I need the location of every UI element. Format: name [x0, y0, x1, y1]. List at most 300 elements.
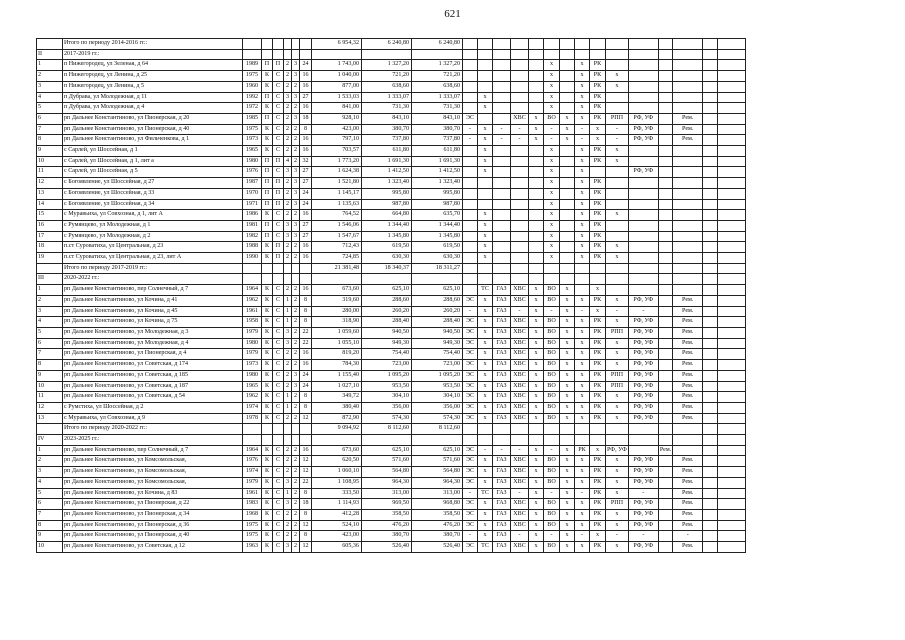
table-cell: 8 — [37, 520, 63, 531]
table-cell: х — [544, 146, 560, 157]
table-cell: 611,80 — [412, 146, 463, 157]
table-cell: ХВС — [511, 295, 529, 306]
table-cell — [718, 178, 746, 189]
table-cell: рп Дальнее Константиново, ул Кочина, д 41 — [63, 295, 243, 306]
table-cell — [658, 349, 672, 360]
table-cell — [478, 263, 493, 274]
table-cell: ВО — [544, 327, 560, 338]
table-cell — [703, 135, 718, 146]
table-cell — [560, 435, 575, 446]
table-cell — [463, 92, 478, 103]
table-cell: 5 — [37, 327, 63, 338]
table-cell — [703, 81, 718, 92]
table-cell: ТС — [478, 488, 493, 499]
table-cell: РК — [590, 327, 606, 338]
table-cell: РК — [590, 231, 606, 242]
table-cell: х — [529, 499, 544, 510]
table-cell: 3 — [292, 188, 300, 199]
table-cell: РК — [590, 146, 606, 157]
table-cell: 12 — [300, 467, 312, 478]
table-cell — [292, 435, 300, 446]
table-cell: РК — [590, 253, 606, 264]
table-cell — [273, 424, 284, 435]
table-cell: 2 — [284, 520, 292, 531]
table-row — [37, 499, 746, 510]
table-cell — [658, 402, 672, 413]
table-row — [37, 71, 746, 82]
table-row — [37, 370, 746, 381]
table-cell — [590, 274, 606, 285]
table-row — [37, 360, 746, 371]
table-cell: ВО — [544, 338, 560, 349]
table-cell: с Сарлей, ул Шоссейная, д 1, лит а — [63, 156, 243, 167]
table-cell: рп Дальнее Константиново, ул Советская, д 12 — [63, 542, 243, 553]
table-cell: РФ, УФ — [628, 167, 658, 178]
table-cell: 304,10 — [362, 392, 412, 403]
table-cell — [658, 167, 672, 178]
table-cell: 1 521,80 — [312, 178, 362, 189]
table-cell: 3 — [284, 167, 292, 178]
table-cell: ЭС — [463, 349, 478, 360]
table-cell — [658, 210, 672, 221]
table-cell — [718, 349, 746, 360]
table-cell: РК — [590, 295, 606, 306]
table-cell: 16 — [300, 253, 312, 264]
table-cell: 380,40 — [312, 402, 362, 413]
table-cell — [658, 49, 672, 60]
table-cell: 1975 — [243, 520, 262, 531]
table-cell — [658, 81, 672, 92]
table-cell: 1975 — [243, 71, 262, 82]
table-cell — [493, 242, 511, 253]
table-cell — [529, 424, 544, 435]
table-cell: К — [262, 327, 273, 338]
table-cell: К — [262, 445, 273, 456]
table-cell: РПП — [606, 499, 629, 510]
table-cell: ВО — [544, 113, 560, 124]
table-cell: 22 — [300, 477, 312, 488]
table-cell — [628, 210, 658, 221]
table-cell: 1958 — [243, 317, 262, 328]
table-cell: 333,50 — [312, 488, 362, 499]
table-cell — [493, 263, 511, 274]
table-cell: 288,60 — [362, 295, 412, 306]
table-cell: ГАЗ — [493, 360, 511, 371]
table-cell: Рем. — [673, 327, 703, 338]
table-cell: 7 — [37, 509, 63, 520]
table-cell: х — [560, 381, 575, 392]
table-cell: 27 — [300, 92, 312, 103]
table-cell — [606, 435, 629, 446]
table-cell: ЭС — [463, 370, 478, 381]
table-cell: Рем. — [673, 306, 703, 317]
table-cell — [718, 49, 746, 60]
table-cell — [292, 49, 300, 60]
table-cell: С — [273, 499, 284, 510]
table-cell — [262, 274, 273, 285]
table-cell: С — [273, 71, 284, 82]
table-cell — [658, 542, 672, 553]
table-cell — [493, 220, 511, 231]
table-cell: РФ, УФ — [628, 295, 658, 306]
table-cell — [560, 81, 575, 92]
subtotal-row — [37, 39, 746, 50]
table-cell: 2 — [292, 477, 300, 488]
table-cell: ХВС — [511, 285, 529, 296]
table-cell — [243, 49, 262, 60]
table-cell — [493, 231, 511, 242]
table-cell: РФ, УФ — [628, 124, 658, 135]
table-cell: х — [529, 349, 544, 360]
table-cell: - — [493, 135, 511, 146]
table-cell: - — [511, 124, 529, 135]
table-cell — [262, 435, 273, 446]
table-cell: К — [262, 317, 273, 328]
table-cell: х — [529, 295, 544, 306]
table-cell: 18 — [300, 499, 312, 510]
table-cell: ГАЗ — [493, 317, 511, 328]
table-cell — [529, 210, 544, 221]
table-cell: х — [606, 402, 629, 413]
table-cell — [673, 445, 703, 456]
table-cell: 2020-2022 гг.: — [63, 274, 243, 285]
table-cell: 969,50 — [362, 499, 412, 510]
table-cell: 1964 — [243, 285, 262, 296]
table-cell — [511, 188, 529, 199]
table-cell: К — [262, 135, 273, 146]
table-cell: 2017-2019 гг.: — [63, 49, 243, 60]
table-cell: х — [544, 178, 560, 189]
table-cell — [544, 274, 560, 285]
table-cell: 2 — [284, 124, 292, 135]
table-cell: п Дубрава, ул Молодежная, д 4 — [63, 103, 243, 114]
table-cell: х — [478, 220, 493, 231]
table-cell — [606, 103, 629, 114]
table-cell: х — [544, 156, 560, 167]
table-cell: К — [262, 413, 273, 424]
table-cell — [673, 424, 703, 435]
table-cell: С — [273, 360, 284, 371]
table-cell: 1 — [284, 488, 292, 499]
table-cell: 6 954,32 — [312, 39, 362, 50]
table-cell: РК — [590, 199, 606, 210]
table-cell: 423,00 — [312, 124, 362, 135]
table-cell — [718, 253, 746, 264]
table-cell: ЭС — [463, 392, 478, 403]
table-cell — [463, 253, 478, 264]
table-cell: - — [628, 531, 658, 542]
table-cell: х — [478, 124, 493, 135]
table-cell: 1 145,17 — [312, 188, 362, 199]
table-cell: 16 — [300, 103, 312, 114]
table-cell: П — [262, 167, 273, 178]
table-cell: Рем. — [673, 392, 703, 403]
table-cell: 319,60 — [312, 295, 362, 306]
table-cell: 260,20 — [362, 306, 412, 317]
table-cell: 1962 — [243, 392, 262, 403]
table-cell — [529, 231, 544, 242]
table-cell: РК — [590, 60, 606, 71]
table-cell — [658, 199, 672, 210]
table-row — [37, 542, 746, 553]
table-cell: 2 — [284, 210, 292, 221]
table-cell: 22 — [300, 338, 312, 349]
table-cell: 2 — [292, 488, 300, 499]
table-cell: 11 — [37, 392, 63, 403]
table-cell — [560, 199, 575, 210]
table-cell — [511, 156, 529, 167]
table-cell: РК — [590, 103, 606, 114]
table-row — [37, 220, 746, 231]
table-cell — [658, 477, 672, 488]
table-cell: 1 — [284, 402, 292, 413]
table-cell: 1985 — [243, 113, 262, 124]
table-cell — [606, 92, 629, 103]
table-cell: РК — [590, 402, 606, 413]
table-cell: х — [529, 509, 544, 520]
table-cell: К — [262, 306, 273, 317]
table-cell — [511, 220, 529, 231]
table-cell — [703, 253, 718, 264]
table-cell: Рем. — [673, 488, 703, 499]
table-cell: х — [575, 253, 590, 264]
table-row — [37, 381, 746, 392]
table-cell: 1965 — [243, 381, 262, 392]
table-cell: С — [273, 124, 284, 135]
table-cell — [511, 146, 529, 157]
table-cell: 2 — [284, 60, 292, 71]
table-cell: 2 — [284, 531, 292, 542]
table-cell: Рем. — [673, 413, 703, 424]
table-cell: 2 — [284, 146, 292, 157]
table-cell — [703, 242, 718, 253]
table-cell: 1981 — [243, 220, 262, 231]
table-cell: П — [262, 188, 273, 199]
table-cell: 625,10 — [412, 285, 463, 296]
table-row — [37, 242, 746, 253]
table-cell — [658, 92, 672, 103]
table-cell: 18 340,37 — [362, 263, 412, 274]
table-cell: Рем. — [673, 370, 703, 381]
table-cell — [493, 60, 511, 71]
table-cell — [718, 499, 746, 510]
table-cell — [703, 435, 718, 446]
table-cell: РК — [590, 178, 606, 189]
table-cell — [703, 146, 718, 157]
table-row — [37, 113, 746, 124]
table-cell — [703, 370, 718, 381]
table-cell — [529, 71, 544, 82]
table-cell: 625,10 — [362, 285, 412, 296]
table-cell: С — [273, 542, 284, 553]
table-cell: х — [478, 360, 493, 371]
table-cell: 2 — [37, 295, 63, 306]
table-cell — [628, 253, 658, 264]
table-cell — [703, 113, 718, 124]
table-cell: 3 — [284, 338, 292, 349]
table-cell — [606, 424, 629, 435]
table-cell: 423,00 — [312, 531, 362, 542]
table-cell — [284, 274, 292, 285]
table-cell: х — [560, 306, 575, 317]
table-cell: 703,57 — [312, 146, 362, 157]
table-cell: 9 — [37, 531, 63, 542]
table-cell: 8 112,60 — [362, 424, 412, 435]
table-cell: РФ, УФ — [628, 392, 658, 403]
table-cell — [463, 242, 478, 253]
table-cell — [590, 435, 606, 446]
table-cell — [658, 392, 672, 403]
table-cell: К — [262, 467, 273, 478]
table-cell — [560, 220, 575, 231]
table-cell: х — [478, 92, 493, 103]
table-cell: х — [606, 488, 629, 499]
table-cell — [560, 156, 575, 167]
table-cell: 2 — [292, 338, 300, 349]
table-cell: 1 691,30 — [412, 156, 463, 167]
subtotal-row — [37, 424, 746, 435]
table-cell: 2 — [292, 210, 300, 221]
table-cell — [718, 531, 746, 542]
table-cell — [658, 509, 672, 520]
table-cell: 3 — [292, 60, 300, 71]
table-cell — [658, 156, 672, 167]
table-cell: 1979 — [243, 327, 262, 338]
table-cell — [718, 92, 746, 103]
table-cell: х — [529, 306, 544, 317]
table-row — [37, 253, 746, 264]
table-cell — [673, 60, 703, 71]
table-cell: рп Дальнее Константиново, ул Пионерская, д 20 — [63, 113, 243, 124]
table-cell: 1980 — [243, 156, 262, 167]
table-cell — [493, 113, 511, 124]
table-cell: 318,90 — [312, 317, 362, 328]
table-cell: ВО — [544, 402, 560, 413]
table-cell — [658, 178, 672, 189]
table-cell — [703, 477, 718, 488]
table-cell: х — [590, 306, 606, 317]
table-cell: 2 — [292, 445, 300, 456]
table-cell — [560, 231, 575, 242]
table-cell: 1 — [284, 295, 292, 306]
table-cell — [718, 124, 746, 135]
table-cell: 940,50 — [412, 327, 463, 338]
table-cell: с Румянцево, ул Молодежная, д 2 — [63, 231, 243, 242]
table-cell: 1976 — [243, 167, 262, 178]
table-cell: 3 — [284, 92, 292, 103]
table-cell: 356,00 — [362, 402, 412, 413]
table-cell: 7 — [37, 124, 63, 135]
table-cell: 1 773,20 — [312, 156, 362, 167]
table-cell: 571,60 — [362, 456, 412, 467]
table-cell: 940,50 — [362, 327, 412, 338]
table-cell — [673, 220, 703, 231]
table-cell: - — [463, 124, 478, 135]
table-cell: 14 — [37, 199, 63, 210]
table-cell — [575, 263, 590, 274]
table-cell: РК — [590, 338, 606, 349]
table-cell: 18 311,27 — [412, 263, 463, 274]
table-cell: 1986 — [243, 210, 262, 221]
table-cell: 3 — [284, 327, 292, 338]
table-cell: х — [590, 445, 606, 456]
table-cell: х — [560, 456, 575, 467]
table-cell: 1 743,00 — [312, 60, 362, 71]
table-cell: 968,80 — [412, 499, 463, 510]
table-cell: х — [478, 509, 493, 520]
table-cell — [628, 60, 658, 71]
table-cell: х — [575, 467, 590, 478]
table-cell: К — [262, 349, 273, 360]
table-cell: рп Дальнее Константиново, ул Комсомольская, — [63, 477, 243, 488]
table-cell: П — [273, 60, 284, 71]
table-cell: х — [529, 531, 544, 542]
table-cell: с Муравьиха, ул Совхозная, д 1, лит А — [63, 210, 243, 221]
table-cell: ВО — [544, 520, 560, 531]
table-cell: 1 — [37, 60, 63, 71]
table-cell — [544, 424, 560, 435]
table-cell: 638,60 — [412, 81, 463, 92]
table-cell: ЭС — [463, 360, 478, 371]
table-cell: - — [575, 488, 590, 499]
table-cell: х — [544, 220, 560, 231]
table-cell: 3 — [284, 231, 292, 242]
table-cell: х — [606, 81, 629, 92]
table-cell — [463, 167, 478, 178]
table-cell: 313,00 — [412, 488, 463, 499]
table-cell: ВО — [544, 295, 560, 306]
table-cell: х — [560, 499, 575, 510]
table-cell — [718, 338, 746, 349]
table-row — [37, 349, 746, 360]
table-cell: К — [262, 146, 273, 157]
table-cell: ВО — [544, 413, 560, 424]
table-cell: х — [478, 520, 493, 531]
table-cell: 964,30 — [412, 477, 463, 488]
table-cell: РФ, УФ — [628, 370, 658, 381]
table-cell: К — [262, 402, 273, 413]
table-cell: 630,30 — [412, 253, 463, 264]
table-cell: 1 547,67 — [312, 231, 362, 242]
table-cell: 1 060,10 — [312, 467, 362, 478]
table-cell — [718, 456, 746, 467]
table-cell: 1 345,80 — [362, 231, 412, 242]
table-cell — [463, 39, 478, 50]
table-cell — [658, 488, 672, 499]
table-cell: 380,70 — [412, 124, 463, 135]
table-cell — [703, 60, 718, 71]
table-cell: 2 — [292, 467, 300, 478]
table-cell: х — [606, 71, 629, 82]
table-cell — [718, 242, 746, 253]
table-cell: Итого по периоду 2017-2019 гг.: — [63, 263, 243, 274]
table-cell — [658, 531, 672, 542]
table-cell: рп Дальнее Константиново, ул Комсомольская, — [63, 467, 243, 478]
table-cell: х — [529, 317, 544, 328]
table-cell — [412, 49, 463, 60]
table-cell — [300, 424, 312, 435]
table-cell: 1 323,40 — [362, 178, 412, 189]
table-cell — [284, 424, 292, 435]
table-cell — [673, 435, 703, 446]
table-cell: - — [575, 306, 590, 317]
table-cell: 8 — [37, 360, 63, 371]
table-cell: П — [262, 113, 273, 124]
table-cell — [658, 60, 672, 71]
table-cell — [478, 199, 493, 210]
table-cell — [529, 274, 544, 285]
table-cell — [590, 424, 606, 435]
